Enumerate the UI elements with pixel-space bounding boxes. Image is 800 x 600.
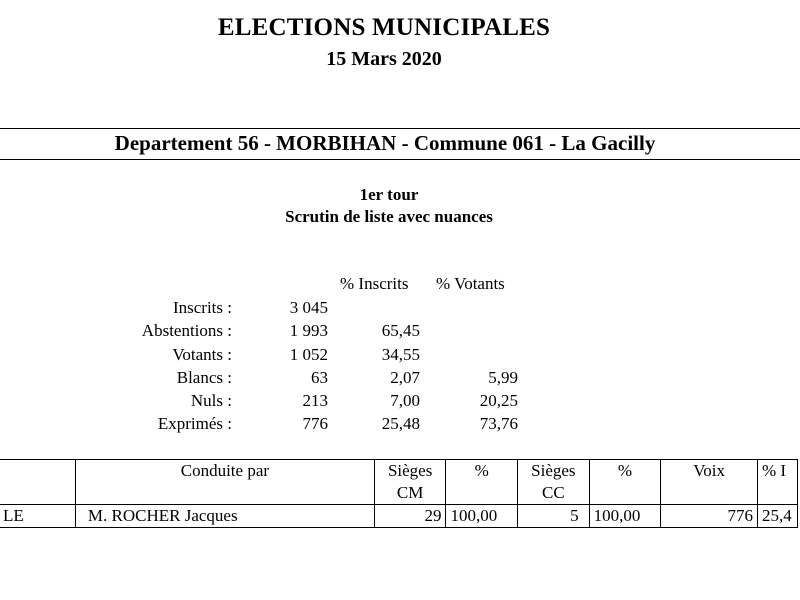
stat-pct-inscrits-blancs: 2,07 bbox=[390, 368, 420, 387]
cell-conduite: M. ROCHER Jacques bbox=[75, 505, 374, 528]
stat-pct-inscrits-votants: 34,55 bbox=[381, 345, 420, 364]
results-table bbox=[0, 459, 798, 528]
stat-value-blancs: 63 bbox=[311, 368, 328, 387]
stat-value-exprimes: 776 bbox=[302, 414, 328, 433]
stat-pct-inscrits-exprimes: 25,48 bbox=[381, 414, 420, 433]
stat-label-votants: Votants : bbox=[172, 345, 232, 364]
stat-label-nuls: Nuls : bbox=[190, 391, 232, 410]
cell-sieges-cc: 5 bbox=[518, 505, 590, 528]
stat-value-nuls: 213 bbox=[302, 391, 328, 410]
stat-label-blancs: Blancs : bbox=[176, 368, 232, 387]
col-header-pct-inscrits: % Inscrits bbox=[340, 274, 409, 293]
stat-pct-votants-nuls: 20,25 bbox=[479, 391, 518, 410]
header-cell-pct-cc: % bbox=[589, 460, 661, 505]
stat-label-exprimes: Exprimés : bbox=[157, 414, 232, 433]
header-cell-pct-last: % I bbox=[757, 460, 797, 505]
header-cell-pct-cm: % bbox=[446, 460, 518, 505]
table-row bbox=[0, 505, 798, 528]
stat-value-inscrits: 3 045 bbox=[289, 298, 328, 317]
stat-label-abstentions: Abstentions : bbox=[141, 321, 232, 340]
header-cell-voix: Voix bbox=[661, 460, 758, 505]
stat-pct-inscrits-abstentions: 65,45 bbox=[381, 321, 420, 340]
stat-value-abstentions: 1 993 bbox=[289, 321, 328, 340]
cell-sieges-cm: 29 bbox=[374, 505, 446, 528]
cell-liste: LE bbox=[0, 505, 75, 528]
cell-pct-cc: 100,00 bbox=[589, 505, 661, 528]
election-date: 15 Mars 2020 bbox=[326, 48, 442, 70]
header-cell-sieges-cm: Sièges CM bbox=[374, 460, 446, 505]
department-commune-heading: Departement 56 - MORBIHAN - Commune 061 - La Gacilly bbox=[114, 131, 656, 155]
divider bbox=[0, 159, 800, 160]
stat-label-inscrits: Inscrits : bbox=[172, 298, 232, 317]
stat-pct-inscrits-nuls: 7,00 bbox=[390, 391, 420, 410]
header-cell-conduite: Conduite par bbox=[75, 460, 374, 505]
header-cell-sieges-cc: Sièges CC bbox=[518, 460, 590, 505]
cell-pct-cm: 100,00 bbox=[446, 505, 518, 528]
stat-value-votants: 1 052 bbox=[289, 345, 328, 364]
divider bbox=[0, 128, 800, 129]
page-title: ELECTIONS MUNICIPALES bbox=[217, 14, 551, 41]
voting-mode: Scrutin de liste avec nuances bbox=[285, 207, 493, 226]
table-header-row bbox=[0, 460, 798, 505]
cell-pct-last: 25,4 bbox=[757, 505, 797, 528]
cell-voix: 776 bbox=[661, 505, 758, 528]
stat-pct-votants-exprimes: 73,76 bbox=[479, 414, 518, 433]
round-label: 1er tour bbox=[359, 185, 419, 204]
header-cell-liste bbox=[0, 460, 75, 505]
stat-pct-votants-blancs: 5,99 bbox=[488, 368, 518, 387]
col-header-pct-votants: % Votants bbox=[436, 274, 505, 293]
